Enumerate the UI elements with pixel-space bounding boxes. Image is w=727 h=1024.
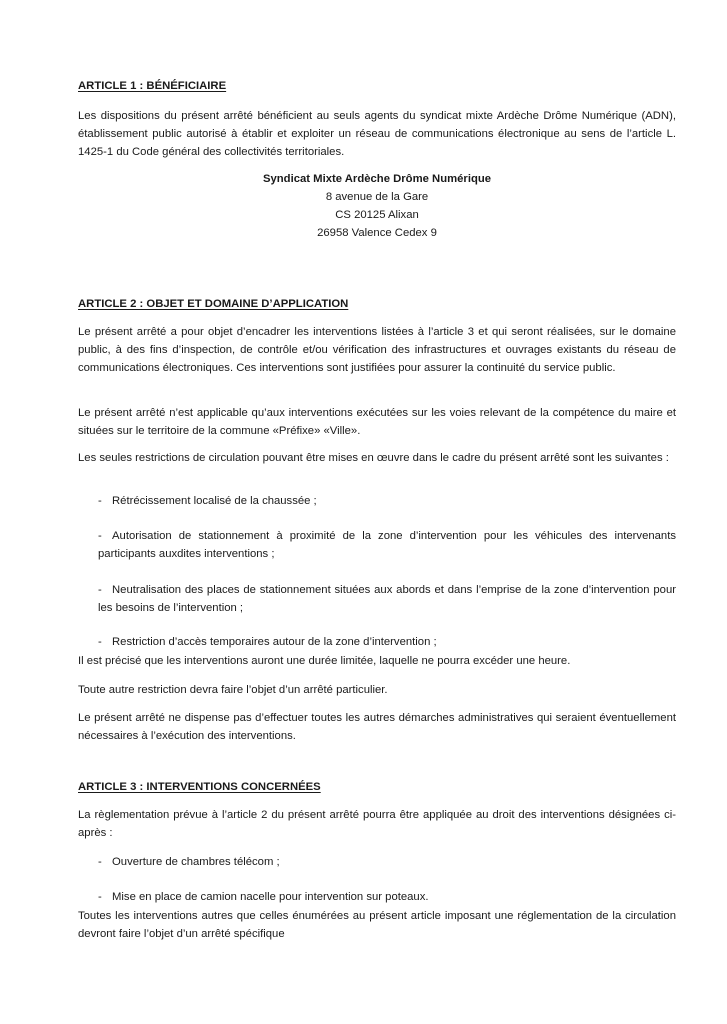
- address-line-2: CS 20125 Alixan: [335, 209, 419, 221]
- article-1-paragraph: Les dispositions du présent arrêté bénéficient au seuls agents du syndicat mixte Ardèche Drôme Numérique (ADN), établissement public autorisé à établir et exploiter un réseau de communications électronique au sens de l’article L. 1425-1 du Code général des collectivités territoriales.: [78, 110, 676, 158]
- article-2-p5-block: [78, 681, 676, 699]
- article-3-heading-block: [78, 778, 676, 796]
- address-line-3: 26958 Valence Cedex 9: [317, 227, 437, 239]
- list-item: - Autorisation de stationnement à proximité de la zone d’intervention pour les véhicules des intervenants participants auxdites interventions ;: [98, 527, 676, 563]
- address-block: [78, 170, 676, 242]
- article-1-heading-block: [78, 77, 676, 95]
- bullet-dash: -: [98, 636, 102, 648]
- bullet-dash: -: [98, 495, 102, 507]
- list-item: - Restriction d’accès temporaires autour de la zone d’intervention ;: [98, 633, 676, 651]
- address-name: Syndicat Mixte Ardèche Drôme Numérique: [262, 173, 492, 185]
- article-2-paragraph-5: Toute autre restriction devra faire l’objet d’un arrêté particulier.: [78, 684, 388, 696]
- address-line-1: 8 avenue de la Gare: [325, 191, 429, 203]
- article-3-p2-block: [78, 907, 676, 943]
- article-2-paragraph-2: Le présent arrêté n’est applicable qu’aux interventions exécutées sur les voies relevant de la compétence du maire et situées sur le territoire de la commune «Préfixe» «Ville».: [78, 407, 676, 437]
- article-1-heading: ARTICLE 1 : BÉNÉFICIAIRE: [78, 80, 227, 92]
- list-item: - Neutralisation des places de stationnement situées aux abords et dans l’emprise de la zone d’intervention pour les besoins de l’intervention ;: [98, 581, 676, 617]
- article-2-p4-block: [78, 652, 676, 670]
- article-2-paragraph-4: Il est précisé que les interventions auront une durée limitée, laquelle ne pourra excéder une heure.: [78, 655, 571, 667]
- article-2-paragraph-6: Le présent arrêté ne dispense pas d’effectuer toutes les autres démarches administratives qui seraient éventuellement nécessaires à l’exécution des interventions.: [78, 712, 676, 742]
- article-3-heading: ARTICLE 3 : INTERVENTIONS CONCERNÉES: [78, 781, 321, 793]
- bullet-dash: -: [98, 856, 102, 868]
- article-3-paragraph-2: Toutes les interventions autres que celles énumérées au présent article imposant une réglementation de la circulation devront faire l’objet d’un arrêté spécifique: [78, 910, 676, 940]
- list-item: - Rétrécissement localisé de la chaussée ;: [98, 492, 676, 510]
- bullet-dash: -: [98, 584, 102, 596]
- article-1-body: [78, 107, 676, 161]
- article-2-heading: ARTICLE 2 : OBJET ET DOMAINE D’APPLICATION: [78, 298, 349, 310]
- article-2-p6-block: [78, 709, 676, 745]
- bullet-dash: -: [98, 530, 102, 542]
- article-2-paragraph-3: Les seules restrictions de circulation pouvant être mises en œuvre dans le cadre du présent arrêté sont les suivantes :: [78, 452, 669, 464]
- article-2-p2-block: [78, 404, 676, 440]
- list-item: - Mise en place de camion nacelle pour intervention sur poteaux.: [98, 888, 676, 906]
- article-2-heading-block: [78, 295, 676, 313]
- article-2-p1-block: [78, 323, 676, 377]
- bullet-dash: -: [98, 891, 102, 903]
- article-2-paragraph-1: Le présent arrêté a pour objet d’encadrer les interventions listées à l’article 3 et qui seront réalisées, sur le domaine public, à des fins d’inspection, de contrôle et/ou vérification des infrastructures et ouvrages existants du réseau de communications électroniques. Ces interventions sont justifiées pour assurer la continuité du service public.: [78, 326, 676, 374]
- article-3-paragraph-1: La règlementation prévue à l’article 2 du présent arrêté pourra être appliquée au droit des interventions désignées ci-après :: [78, 809, 676, 839]
- article-3-p1-block: [78, 806, 676, 842]
- list-item: - Ouverture de chambres télécom ;: [98, 853, 676, 871]
- article-2-p3-block: [78, 449, 676, 467]
